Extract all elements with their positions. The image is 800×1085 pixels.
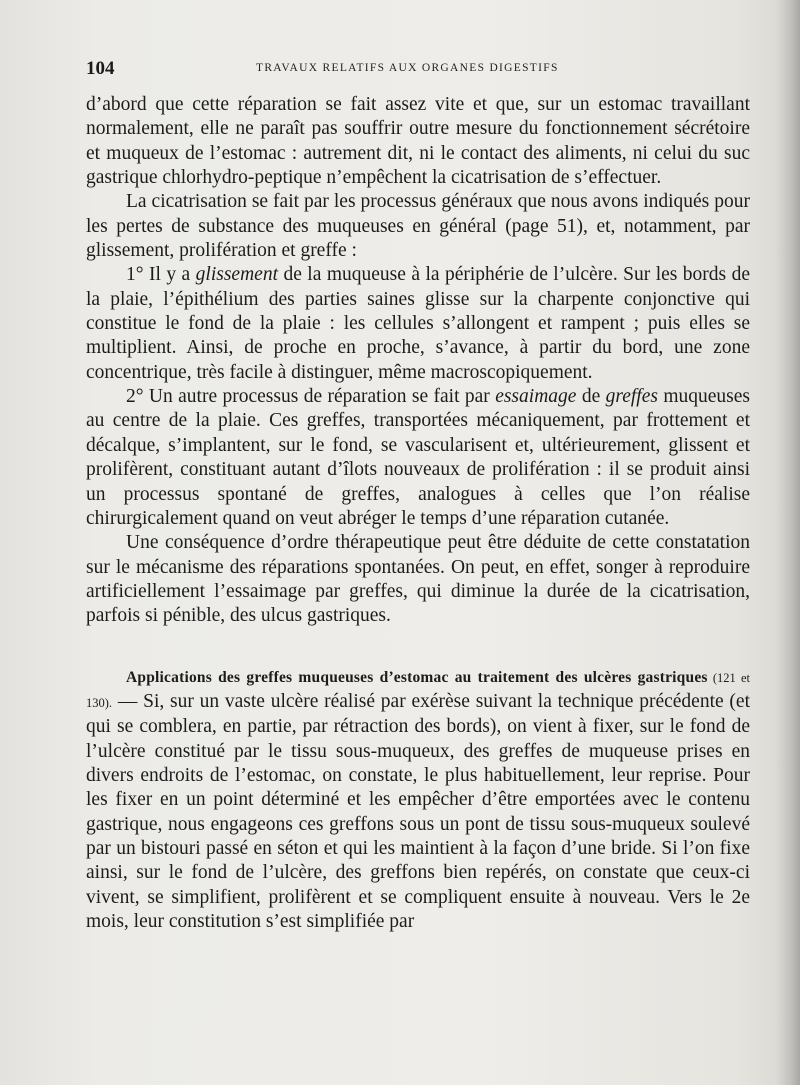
italic-term-glissement: glissement bbox=[195, 264, 278, 286]
paragraph-text: La cicatrisation se fait par les processus généraux que nous avons indiqués pour les pertes de substance des muqueuses en général (page 51), et, notamment, par glissement, prolifération et greffe : bbox=[86, 191, 750, 262]
paragraph-text: de la muqueuse à la périphérie de l’ulcère. Sur les bords de la plaie, l’épithélium des parties saines glisse sur la charpente conjonctive qui constitue le fond de la plaie : les cellules s’allongent et rampent ; puis elles se multiplient. Ainsi, de proche en proche, s’avance, à partir du bord, une zone concentrique, très facile à distinguer, même macroscopiquement. bbox=[86, 264, 750, 383]
paragraph-text: — Si, sur un vaste ulcère réalisé par exérèse suivant la technique précédente (et qui se comblera, en partie, par rétraction des bords), on vient à fixer, sur le fond de l’ulcère constitué par le tissu sous-muqueux, des greffes de muqueuse prises en divers endroits de l’estomac, on constate, le plus habituellement, leur reprise. Pour les fixer en un point déterminé et les empêcher d’être emportées avec le contenu gastrique, nous engageons ces greffons sous un pont de tissu sous-muqueux soulevé par un bistouri passé en séton et qui les maintient à la façon d’une bride. Si l’on fixe ainsi, sur le fond de l’ulcère, des greffons bien repérés, on constate que ceux-ci vivent, se simplifient, prolifèrent et se compliquent ensuite à nouveau. Vers le 2e mois, leur constitution s’est simplifiée par bbox=[86, 690, 750, 932]
italic-term-greffes: greffes bbox=[605, 386, 658, 408]
page-number: 104 bbox=[86, 58, 115, 79]
page-header bbox=[86, 58, 750, 84]
paragraph-essaimage bbox=[86, 385, 750, 531]
page-edge-shadow bbox=[776, 0, 800, 1085]
paragraph-text: 2° Un autre processus de réparation se fait par bbox=[126, 386, 496, 408]
paragraph-glissement bbox=[86, 263, 750, 385]
paragraph-text: muqueuses au centre de la plaie. Ces greffes, transportées mécaniquement, par frottement et décalque, s’implantent, sur le fond, se vascularisent et, ultérieurement, glissent et prolifèrent, constituant autant d’îlots nouveaux de prolifération : il se produit ainsi un processus spontané de greffes, analogues à celles que l’on réalise chirurgicalement quand on veut abréger le temps d’une réparation cutanée. bbox=[86, 386, 751, 529]
paragraph-text: d’abord que cette réparation se fait assez vite et que, sur un estomac travaillant normalement, elle ne paraît pas souffrir outre mesure du fonctionnement sécrétoire et muqueux de l’estomac : autrement dit, ni le contact des aliments, ni celui du suc gastrique chlorhydro-peptique n’empêchent la cicatrisation de s’effectuer. bbox=[86, 94, 750, 189]
running-title: TRAVAUX RELATIFS AUX ORGANES DIGESTIFS bbox=[256, 62, 559, 74]
paragraph-applications bbox=[86, 665, 750, 935]
paragraph-cicatrisation bbox=[86, 190, 750, 263]
reference-numbers: (121 et 130). bbox=[86, 670, 751, 710]
section-heading: Applications des greffes muqueuses d’estomac au traitement des ulcères gastriques bbox=[126, 668, 708, 686]
paragraph-text: 1° Il y a bbox=[126, 264, 196, 286]
page-body bbox=[86, 93, 750, 934]
paragraph-text: de bbox=[576, 386, 606, 408]
italic-term-essaimage: essaimage bbox=[495, 386, 577, 408]
paragraph-continuation bbox=[86, 93, 750, 190]
paragraph-text: Une conséquence d’ordre thérapeutique peut être déduite de cette constatation sur le mécanisme des réparations spontanées. On peut, en effet, songer à reproduire artificiellement l’essaimage par greffes, qui diminue la durée de la cicatrisation, parfois si pénible, des ulcus gastriques. bbox=[86, 532, 750, 627]
paragraph-consequence bbox=[86, 531, 750, 628]
